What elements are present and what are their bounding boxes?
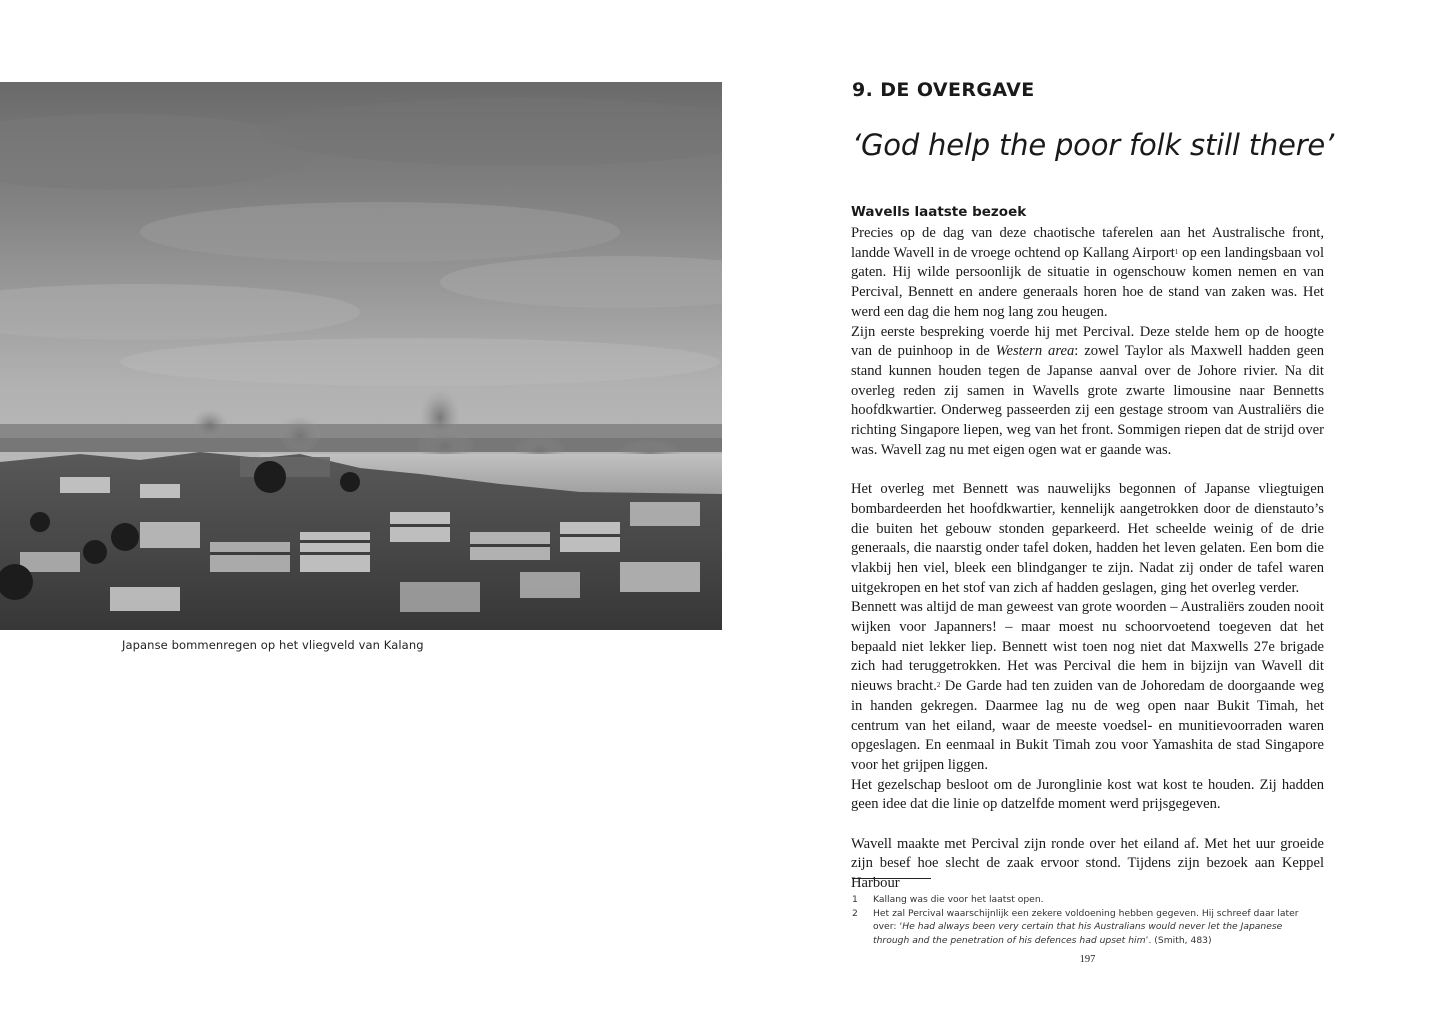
footnote-number: 2 — [852, 907, 858, 919]
footnote-1 — [852, 893, 1318, 907]
footnote-text: Kallang was die voor het laatst open. — [873, 894, 1044, 905]
footnote-divider — [852, 878, 931, 879]
footnote-2 — [852, 907, 1318, 948]
footnote-text: Het zal Percival waarschijnlijk een zekere voldoening hebben gegeven. Hij schreef daar later over: ‘He had always been very certain that his Australians would never let the Japanese through and the penetration of his defences had upset him’. (Smith, 483) — [873, 907, 1299, 946]
paragraph-4: Bennett was altijd de man geweest van grote woorden – Australiërs zouden nooit wijken voor Japanners! – maar moest nu schoorvoetend toegeven dat het bepaald niet lekker liep. Bennett wist toen nog niet dat Maxwells 27e brigade zich had teruggetrokken. Het was Percival die hem in bijzijn van Wavell dit nieuws bracht.$^2$ De Garde had ten zuiden van de Johoredam de doorgaande weg in handen gekregen. Daarmee lag nu de weg open naar Bukit Timah, het centrum van het eiland, waar de meeste voedsel- en munitievoorraden waren opgeslagen. En eenmaal in Bukit Timah zou voor Yamashita de stad Singapore voor het grijpen liggen. — [851, 599, 1324, 773]
paragraph-5: Het gezelschap besloot om de Juronglinie kost wat kost te houden. Zij hadden geen idee dat die linie op datzelfde moment werd prijsgegeven. — [851, 776, 1324, 813]
chapter-epigraph: ‘God help the poor folk still there’ — [852, 128, 1335, 162]
page-number: 197 — [1079, 954, 1096, 965]
footnote-ref-2[interactable]: 2 — [936, 681, 941, 690]
photo-image — [0, 82, 723, 630]
paragraph-1: Precies op de dag van deze chaotische taferelen aan het Australische front, landde Wavell in de vroege ochtend op Kallang Airport$^1$ op een landingsbaan vol gaten. Hij wilde persoonlijk de situatie in ogenschouw komen nemen en van Percival, Bennett en andere generaals horen hoe de stand van zaken was. Het werd een dag die hem nog lang zou heugen. — [851, 225, 1324, 320]
paragraph-2: Zijn eerste bespreking voerde hij met Percival. Deze stelde hem op de hoogte van de puinhoop in de Western area: zowel Taylor als Maxwell hadden geen stand kunnen houden tegen de Japanse aanval over de Johore rivier. Na dit overleg reden zij samen in Wavells grote zwarte limousine naar Bennetts hoofdkwartier. Onderweg passeerden zij een gestage stroom van Australiërs die richting Singapore liepen, weg van het front. Sommigen riepen dat de strijd over was. Wavell zag nu met eigen ogen wat er gaande was. — [851, 323, 1325, 458]
footnotes — [852, 893, 1318, 947]
footnote-number: 1 — [852, 894, 858, 905]
section-heading: Wavells laatste bezoek — [851, 204, 1027, 220]
body-text — [851, 202, 1324, 894]
footnote-ref-1[interactable]: 1 — [1174, 247, 1179, 256]
chapter-title: 9. DE OVERGAVE — [852, 79, 1035, 101]
paragraph-3: Het overleg met Bennett was nauwelijks begonnen of Japanse vliegtuigen bombardeerden het hoofdkwartier, kennelijk aangetrokken door de dienstauto’s die buiten het gebouw stonden geparkeerd. Het scheelde weinig of de drie generaals, die naarstig onder tafel doken, hadden het leven gelaten. Een bom die vlakbij hen viel, bleek een blindganger te zijn. Nadat zij onder de tafel waren uitgekropen en het stof van zich af hadden geslagen, ging het overleg verder. — [851, 481, 1324, 596]
paragraph-6: Wavell maakte met Percival zijn ronde over het eiland af. Met het uur groeide zijn besef hoe slecht de zaak ervoor stond. Tijdens zijn bezoek aan Keppel Harbour — [851, 835, 1324, 892]
photo-kallang-bombing — [0, 82, 723, 630]
photo-caption: Japanse bommenregen op het vliegveld van Kalang — [122, 638, 424, 652]
right-page — [722, 0, 1444, 1009]
